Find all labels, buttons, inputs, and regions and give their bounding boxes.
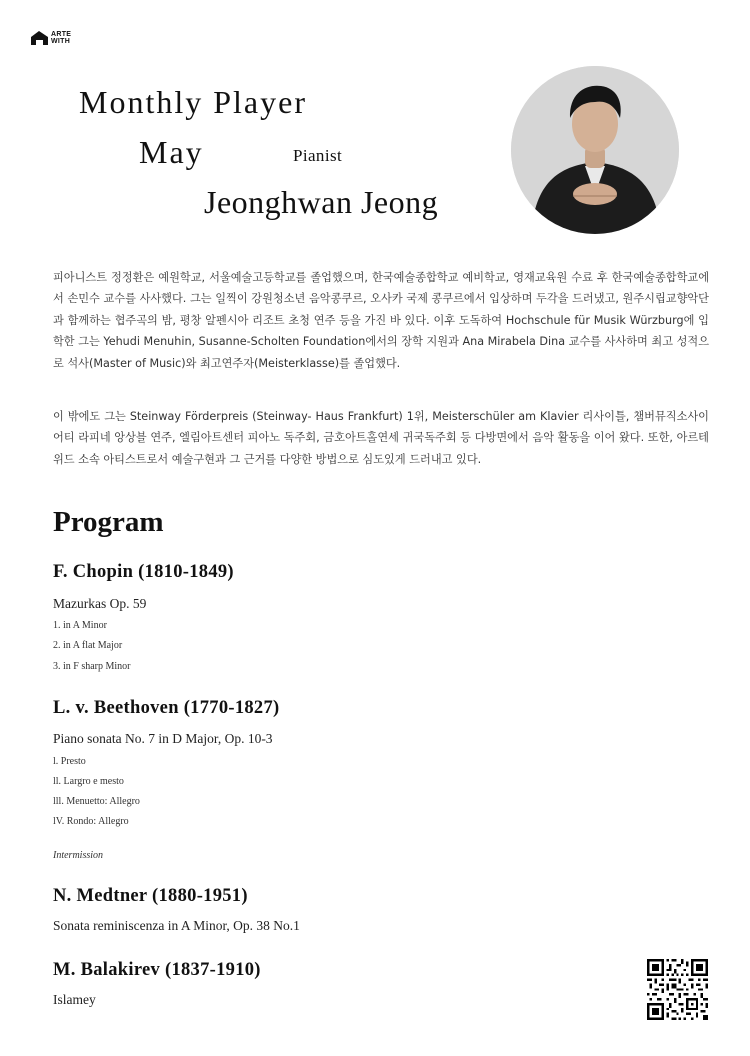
- composer-chopin: F. Chopin (1810-1849): [53, 562, 234, 582]
- intermission-label: Intermission: [53, 850, 103, 861]
- brand-logo: [31, 31, 71, 45]
- work-beethoven: Piano sonata No. 7 in D Major, Op. 10-3: [53, 731, 273, 746]
- logo-text-line1: ARTE: [51, 31, 72, 38]
- performer-portrait: [511, 66, 679, 234]
- performer-role: Pianist: [293, 146, 343, 165]
- movement-item: lV. Rondo: Allegro: [53, 816, 129, 827]
- movement-item: ll. Largro e mesto: [53, 776, 124, 787]
- bio-paragraph-2: 이 밖에도 그는 Steinway Förderpreis (Steinway- Haus Frankfurt) 1위, Meisterschüler am Klavier 리사이틀, 챔버뮤직소사이어티 라피네 앙상블 연주, 엘림아트센터 피아노 독주회, 금호아트홀연세 귀국독주회 등 다방면에서 음악 활동을 이어 왔다. 또한, 아르테위드 소속 아티스트로서 예술구현과 그 근거를 다양한 방법으로 심도있게 드러내고 있다.: [53, 410, 709, 466]
- composer-medtner: N. Medtner (1880-1951): [53, 886, 248, 906]
- movement-item: lll. Menuetto: Allegro: [53, 796, 140, 807]
- bio-paragraph-1: 피아니스트 정정환은 예원학교, 서울예술고등학교를 졸업했으며, 한국예술종합학교 예비학교, 영재교육원 수료 후 한국예술종합학교에서 손민수 교수를 사사했다. 그는 일찍이 강원청소년 음악콩쿠르, 오사카 국제 콩쿠르에서 입상하며 두각을 드러냈고, 원주시립교향악단과 함께하는 협주곡의 밤, 평창 알펜시아 리조트 초청 연주 등을 가진 바 있다. 이후 도독하여 Hochschule für Musik Würzburg에 입학한 그는 Yehudi Menuhin, Susanne-Scholten Foundation에서의 장학 지원과 Ana Mirabela Dina 교수를 사사하며 최고 성적으로 석사(Master of Music)와 최고연주자(Meisterklasse)를 졸업했다.: [53, 271, 709, 370]
- work-chopin: Mazurkas Op. 59: [53, 596, 147, 611]
- movement-item: 3. in F sharp Minor: [53, 661, 131, 672]
- program-heading: Program: [53, 506, 164, 538]
- logo-wordmark: [51, 31, 71, 45]
- movement-item: 2. in A flat Major: [53, 640, 123, 651]
- qr-code-icon[interactable]: [647, 959, 708, 1020]
- composer-beethoven: L. v. Beethoven (1770-1827): [53, 698, 280, 718]
- logo-text-line2: WITH: [51, 38, 71, 45]
- movement-item: l. Presto: [53, 756, 86, 767]
- title-monthly-player: Monthly Player: [79, 84, 307, 120]
- portrait-illustration: [511, 66, 679, 234]
- composer-balakirev: M. Balakirev (1837-1910): [53, 960, 261, 980]
- work-balakirev: Islamey: [53, 992, 96, 1007]
- performer-name: Jeonghwan Jeong: [204, 184, 439, 220]
- logo-mark-icon: [31, 31, 48, 45]
- title-month: May: [139, 134, 204, 170]
- movement-item: 1. in A Minor: [53, 620, 107, 631]
- work-medtner: Sonata reminiscenza in A Minor, Op. 38 No.1: [53, 918, 300, 933]
